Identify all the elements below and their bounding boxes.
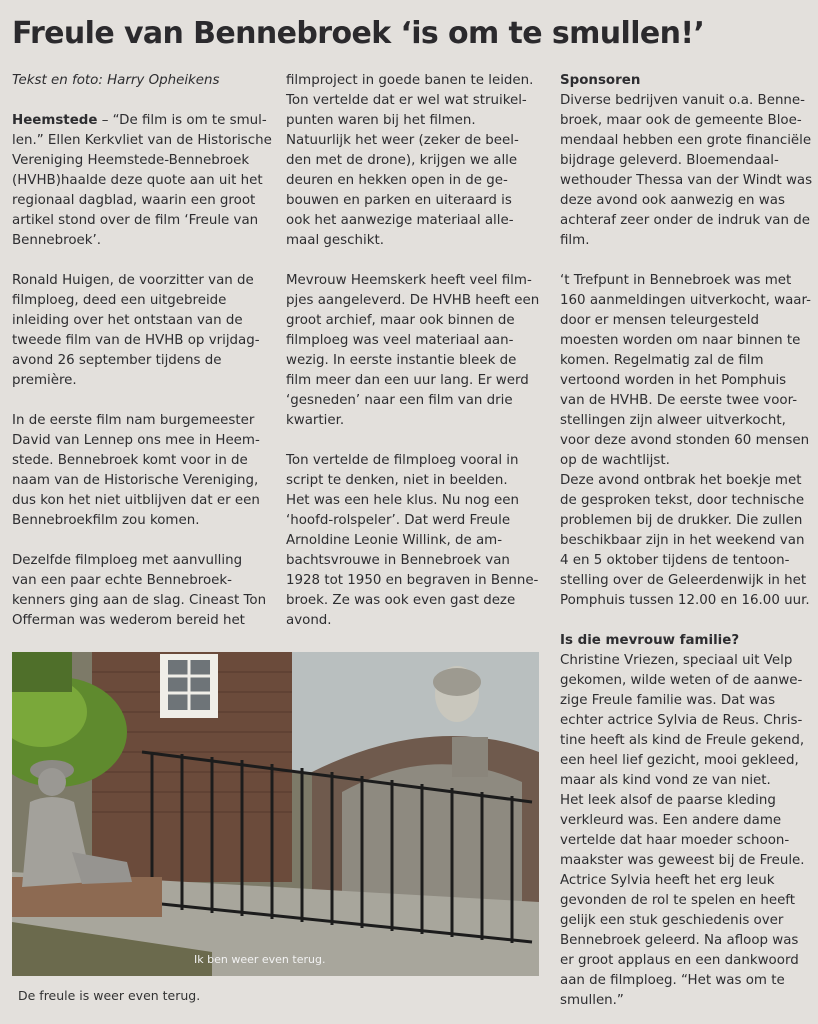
- dateline: Heemstede: [12, 113, 98, 128]
- section-sponsoren: Sponsoren Diverse bedrijven vanuit o.a. Benne- broek, maar ook de gemeente Bloe- mendaal hebben een grote financiële bijdrage geleverd. Bloemendaal- wethouder Thessa van der Windt was deze avond ook aanwezig en was achteraf zeer onder de indruk van de film.: [560, 73, 813, 248]
- article-column-1: [12, 71, 274, 651]
- paragraph-intro: Heemstede – “De film is om te smul- len.” Ellen Kerkvliet van de Historische Vereniging Heemstede-Bennebroek (HVHB)haalde deze quote aan uit het regionaal dagblad, waarin een groot artikel stond over de film ‘Freule van Bennebroek’.: [12, 113, 272, 248]
- article-headline: Freule van Bennebroek ‘is om te smullen!’: [12, 16, 705, 51]
- photo-illustration: [12, 652, 539, 976]
- article-column-2: [286, 71, 548, 651]
- photo-caption: De freule is weer even terug.: [18, 988, 201, 1003]
- section-familie: Is die mevrouw familie? Christine Vriezen, speciaal uit Velp gekomen, wilde weten of de aanwe- zige Freule familie was. Dat was echter actrice Sylvia de Reus. Chris- tine heeft als kind de Freule gekend, een heel lief gezicht, mooi gekleed, maar als kind vond ze van niet. Het leek alsof de paarse kleding verkleurd was. Een andere dame vertelde dat haar moeder schoon- maakster was geweest bij de Freule. Actrice Sylvia heeft het erg leuk gevonden de rol te spelen en heeft gelijk een stuk geschiedenis over Bennebroek geleerd. Na afloop was er groot applaus en een dankwoord aan de filmploeg. “Het was om te smullen.”: [560, 631, 812, 1011]
- paragraph: Mevrouw Heemskerk heeft veel film- pjes aangeleverd. De HVHB heeft een groot archief, maar ook binnen de filmploeg was veel materiaal aan- wezig. In eerste instantie bleek de film meer dan een uur lang. Er werd ‘gesneden’ naar een film van drie kwartier.: [286, 273, 540, 428]
- paragraph: ‘t Trefpunt in Bennebroek was met 160 aanmeldingen uitverkocht, waar- door er mensen teleurgesteld moesten worden om naar binnen te komen. Regelmatig zal de film vertoond worden in het Pomphuis van de HVHB. De eerste twee voor- stellingen zijn alweer uitverkocht, voor deze avond stonden 60 mensen op de wachtlijst. Deze avond ontbrak het boekje met de gesproken tekst, door technische problemen bij de drukker. Die zullen beschikbaar zijn in het weekend van 4 en 5 oktober tijdens de tentoon- stelling over de Geleerdenwijk in het Pomphuis tussen 12.00 en 16.00 uur.: [560, 273, 811, 608]
- article-photo: [12, 652, 539, 976]
- article-column-3: [560, 71, 812, 1024]
- photo-overlay-text: Ik ben weer even terug.: [194, 953, 326, 966]
- paragraph: Dezelfde filmploeg met aanvulling van een paar echte Bennebroek- kenners ging aan de slag. Cineast Ton Offerman was wederom bereid het: [12, 553, 267, 628]
- paragraph: In de eerste film nam burgemeester David van Lennep ons mee in Heem- stede. Bennebroek komt voor in de naam van de Historische Vereniging, dus kon het niet uitblijven dat er een Bennebroekfilm zou komen.: [12, 413, 260, 528]
- paragraph: Ronald Huigen, de voorzitter van de filmploeg, deed een uitgebreide inleiding over het ontstaan van de tweede film van de HVHB op vrijdag- avond 26 september tijdens de première.: [12, 273, 260, 388]
- subheading-sponsoren: Sponsoren: [560, 73, 641, 88]
- byline: Tekst en foto: Harry Opheikens: [12, 73, 220, 88]
- paragraph: filmproject in goede banen te leiden. Ton vertelde dat er wel wat struikel- punten waren bij het filmen. Natuurlijk het weer (zeker de beel- den met de drone), krijgen we alle deuren en hekken open in de ge- bouwen en parken en uiteraard is ook het aanwezige materiaal alle- maal geschikt.: [286, 73, 534, 248]
- subheading-familie: Is die mevrouw familie?: [560, 633, 740, 648]
- paragraph: Ton vertelde de filmploeg vooral in script te denken, niet in beelden. Het was een hele klus. Nu nog een ‘hoofd-rolspeler’. Dat werd Freule Arnoldine Leonie Willink, de am- bachtsvrouwe in Bennebroek van 1928 tot 1950 en begraven in Benne- broek. Ze was ook even gast deze avond.: [286, 453, 539, 628]
